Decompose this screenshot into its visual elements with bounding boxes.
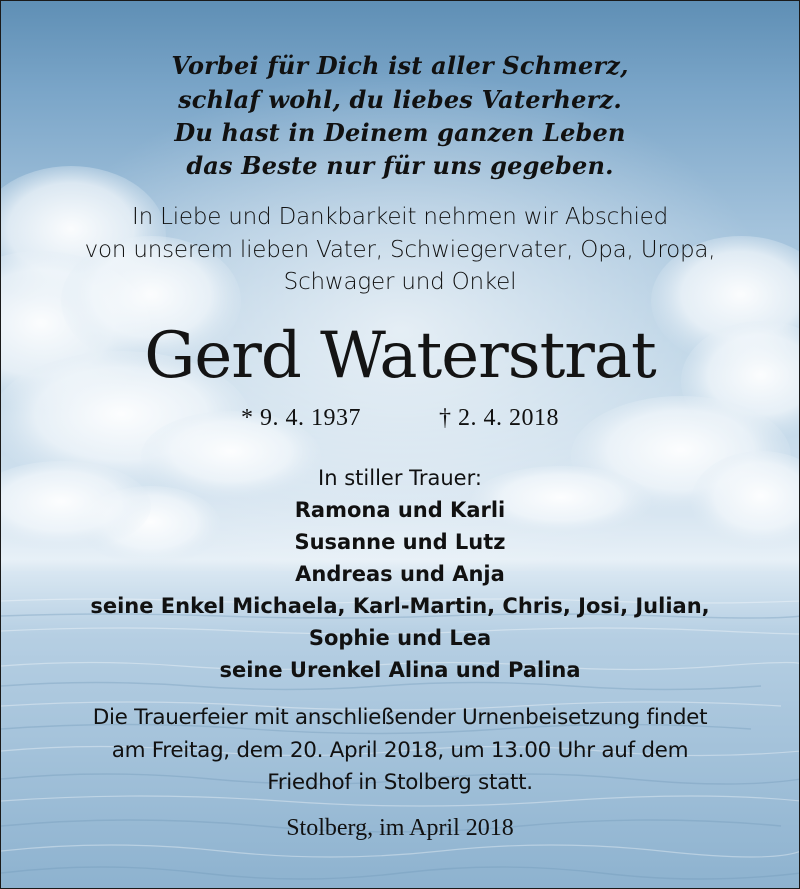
mourner-line: Susanne und Lutz: [294, 530, 506, 554]
mourner-line: seine Enkel Michaela, Karl-Martin, Chris, Josi, Julian,: [90, 594, 710, 618]
mourner-line: seine Urenkel Alina und Palina: [219, 658, 581, 682]
funeral-line-2: am Freitag, dem 20. April 2018, um 13.00 Uhr auf dem: [111, 738, 689, 763]
notice-content: [1, 1, 799, 888]
mourner-line: Andreas und Anja: [295, 562, 505, 586]
funeral-line-1: Die Trauerfeier mit anschließender Urnenbeisetzung findet: [92, 705, 708, 730]
intro-line-1: In Liebe und Dankbarkeit nehmen wir Abschied: [132, 204, 668, 230]
place-and-date: Stolberg, im April 2018: [286, 815, 514, 841]
death-date: † 2. 4. 2018: [439, 405, 559, 431]
birth-date: * 9. 4. 1937: [241, 405, 361, 431]
mourners-heading: In stiller Trauer:: [318, 466, 482, 490]
poem-line-3: Du hast in Deinem ganzen Leben: [174, 118, 626, 147]
intro-line-2: von unserem lieben Vater, Schwiegervater, Opa, Uropa,: [84, 237, 716, 263]
deceased-name: Gerd Waterstrat: [144, 319, 656, 393]
mourner-line: Sophie und Lea: [308, 626, 492, 650]
mourner-line: Ramona und Karli: [294, 498, 506, 522]
poem-line-2: schlaf wohl, du liebes Vaterherz.: [178, 85, 622, 114]
poem-line-1: Vorbei für Dich ist aller Schmerz,: [171, 51, 629, 80]
funeral-line-3: Friedhof in Stolberg statt.: [267, 770, 533, 795]
intro-line-3: Schwager und Onkel: [283, 269, 517, 295]
poem-line-4: das Beste nur für uns gegeben.: [186, 151, 614, 180]
